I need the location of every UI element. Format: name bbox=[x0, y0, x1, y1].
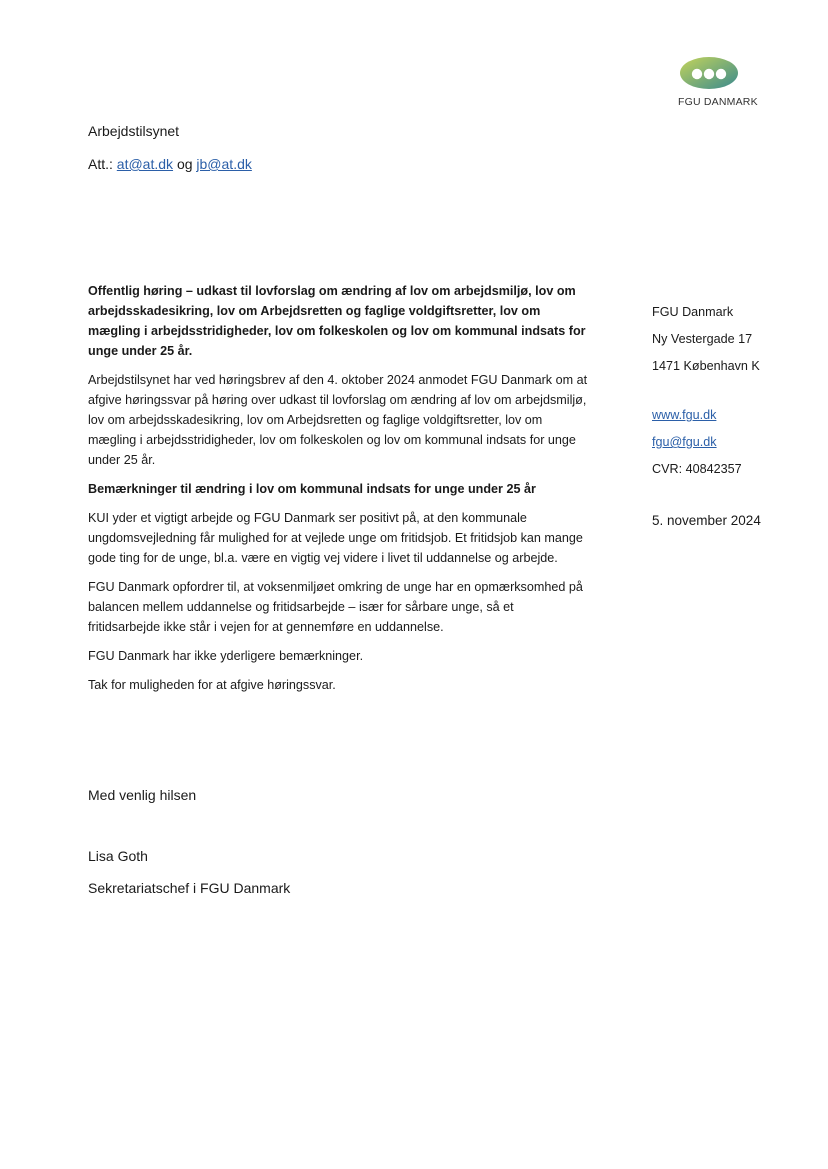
logo-text: FGU DANMARK bbox=[678, 96, 758, 108]
signer-name: Lisa Goth bbox=[88, 848, 148, 864]
signer-title: Sekretariatschef i FGU Danmark bbox=[88, 880, 291, 896]
letter-paragraph-2: FGU Danmark opfordrer til, at voksenmiljøet omkring de unge har en opmærksomhed på balancen mellem uddannelse og fritidsarbejde – især for sårbare unge, så et fritidsarbejde ikke står i vejen for at gennemføre en uddannelse. bbox=[88, 580, 583, 634]
att-conjunction: og bbox=[176, 156, 193, 172]
sender-web-link[interactable]: www.fgu.dk bbox=[652, 408, 717, 422]
sender-city: 1471 København K bbox=[652, 359, 760, 373]
fgu-logo bbox=[678, 56, 758, 108]
letter-intro: Arbejdstilsynet har ved høringsbrev af den 4. oktober 2024 anmodet FGU Danmark om at afgive høringssvar på høring over udkast til lovforslag om ændring af lov om arbejdsmiljø, lov om arbejdsskadesikring, lov om Arbejdsretten og faglige voldgiftsretter, lov om mægling i arbejdsstridigheder, lov om folkeskolen og lov om kommunal indsats for unge under 25 år. bbox=[88, 373, 588, 467]
sender-email-link[interactable]: fgu@fgu.dk bbox=[652, 435, 717, 449]
letter-paragraph-4: Tak for muligheden for at afgive høringssvar. bbox=[88, 678, 336, 692]
sender-info bbox=[652, 299, 822, 483]
sender-street: Ny Vestergade 17 bbox=[652, 332, 753, 346]
sender-cvr: CVR: 40842357 bbox=[652, 462, 742, 476]
attention-line bbox=[88, 156, 252, 172]
letter-paragraph-1: KUI yder et vigtigt arbejde og FGU Danmark ser positivt på, at den kommunale ungdomsvejledning får mulighed for at vejlede unge om fritidsjob. Et fritidsjob kan mange gode ting for de unge, bl.a. være en vigtig vej videre i livet til uddannelse og arbejde. bbox=[88, 511, 583, 565]
fgu-logo-icon bbox=[679, 56, 739, 90]
section-heading: Bemærkninger til ændring i lov om kommunal indsats for unge under 25 år bbox=[88, 482, 536, 496]
letter-date: 5. november 2024 bbox=[652, 513, 761, 528]
sender-org: FGU Danmark bbox=[652, 305, 734, 319]
recipient-name: Arbejdstilsynet bbox=[88, 123, 180, 139]
letter-paragraph-3: FGU Danmark har ikke yderligere bemærkninger. bbox=[88, 649, 364, 663]
recipient-email-1[interactable]: at@at.dk bbox=[116, 156, 174, 172]
recipient-email-2[interactable]: jb@at.dk bbox=[196, 156, 252, 172]
closing-greeting: Med venlig hilsen bbox=[88, 787, 197, 803]
letter-subject: Offentlig høring – udkast til lovforslag om ændring af lov om arbejdsmiljø, lov om arbejdsskadesikring, lov om Arbejdsretten og faglige voldgiftsretter, lov om mægling i arbejdsstridigheder, lov om folkeskolen og lov om kommunal indsats for unge under 25 år. bbox=[88, 284, 586, 358]
letter-body bbox=[88, 281, 588, 704]
att-label: Att.: bbox=[88, 156, 113, 172]
